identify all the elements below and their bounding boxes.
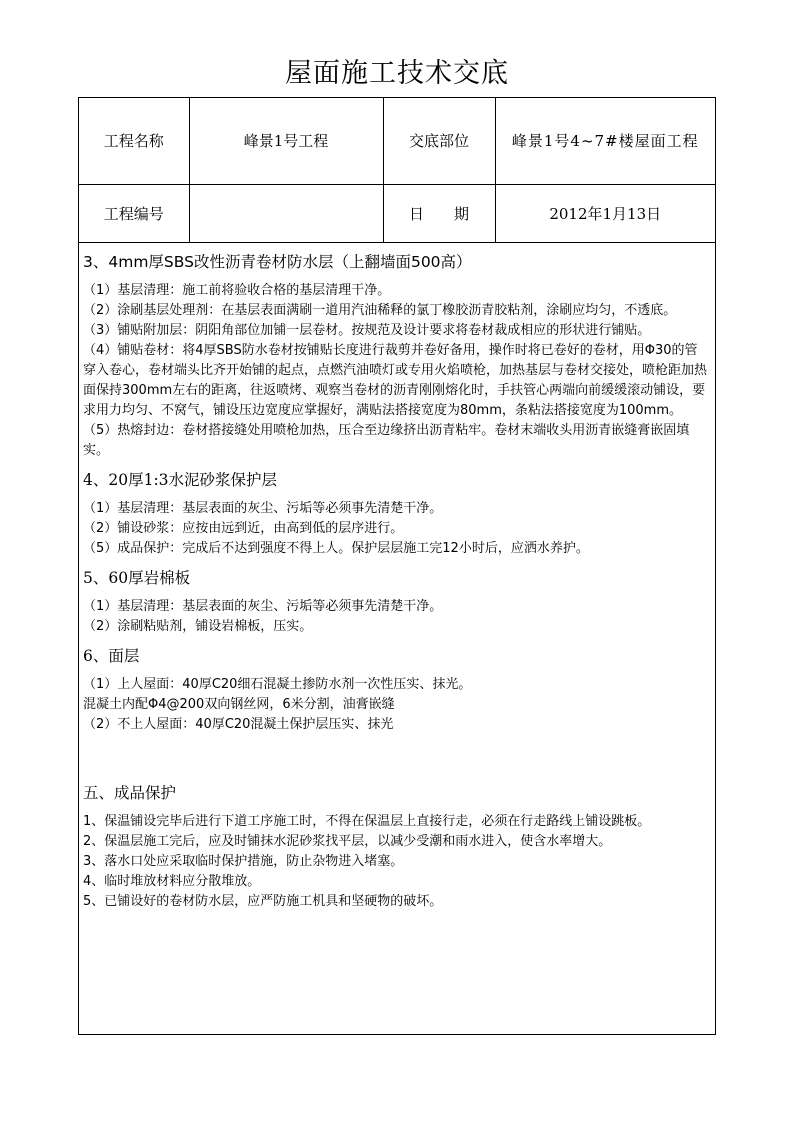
section-heading: 5、60厚岩棉板 <box>83 569 191 587</box>
project-no-label: 工程编号 <box>79 184 189 242</box>
paragraph: （2）涂刷基层处理剂：在基层表面满刷一道用汽油稀释的氯丁橡胶沥青胶粘剂，涂刷应均匀，不透底。 <box>83 303 677 318</box>
paragraph: 混凝土内配Φ4@200双向钢丝网，6米分割，油膏嵌缝 <box>83 697 395 712</box>
paragraph: 2、保温层施工完后，应及时铺抹水泥砂浆找平层，以减少受潮和雨水进入，使含水率增大。 <box>83 834 612 849</box>
paragraph: （1）基层清理：基层表面的灰尘、污垢等必须事先清楚干净。 <box>83 599 443 614</box>
project-no-value <box>189 184 383 242</box>
disclosure-form <box>78 97 716 1035</box>
section-heading: 6、面层 <box>83 647 140 665</box>
disclosure-content <box>83 250 709 912</box>
date-value: 2012年1月13日 <box>495 184 715 242</box>
paragraph: （1）上人屋面：40厚C20细石混凝土掺防水剂一次性压实、抹光。 <box>83 677 472 692</box>
section-heading: 五、成品保护 <box>83 784 177 802</box>
paragraph: 4、临时堆放材料应分散堆放。 <box>83 874 261 889</box>
paragraph: 5、已铺设好的卷材防水层，应严防施工机具和坚硬物的破坏。 <box>83 894 443 909</box>
paragraph: 1、保温铺设完毕后进行下道工序施工时，不得在保温层上直接行走，必须在行走路线上铺设跳板。 <box>83 814 651 829</box>
paragraph: （4）铺贴卷材：将4厚SBS防水卷材按铺贴长度进行裁剪并卷好备用，操作时将已卷好的卷材，用Φ30的管穿入卷心，卷材端头比齐开始铺的起点，点燃汽油喷灯或专用火焰喷枪，加热基层与卷材交接处，喷枪距加热面保持300mm左右的距离，往返喷烤、观察当卷材的沥青刚刚熔化时，手扶管心两端向前缓缓滚动铺设，要求用力均匀、不窝气，铺设压边宽度应掌握好，满贴法搭接宽度为80mm，条粘法搭接宽度为100mm。 <box>83 343 708 418</box>
paragraph: （2）不上人屋面：40厚C20混凝土保护层压实、抹光 <box>83 717 394 732</box>
paragraph: （5）热熔封边：卷材搭接缝处用喷枪加热，压合至边缘挤出沥青粘牢。卷材末端收头用沥青嵌缝膏嵌固填实。 <box>83 423 690 458</box>
paragraph: （5）成品保护：完成后不达到强度不得上人。保护层层施工完12小时后，应洒水养护。 <box>83 541 589 556</box>
section-heading: 4、20厚1:3水泥砂浆保护层 <box>83 471 278 489</box>
paragraph: （1）基层清理：基层表面的灰尘、污垢等必须事先清楚干净。 <box>83 501 443 516</box>
project-name-label: 工程名称 <box>79 98 189 184</box>
paragraph: （2）涂刷粘贴剂，铺设岩棉板，压实。 <box>83 619 313 634</box>
header-table <box>79 98 715 243</box>
paragraph: 3、落水口处应采取临时保护措施，防止杂物进入堵塞。 <box>83 854 404 869</box>
date-label: 日 期 <box>383 184 495 242</box>
document-title: 屋面施工技术交底 <box>285 58 509 89</box>
paragraph: （3）铺贴附加层：阴阳角部位加铺一层卷材。按规范及设计要求将卷材裁成相应的形状进行铺贴。 <box>83 323 651 338</box>
project-name-value: 峰景1号工程 <box>189 98 383 184</box>
location-value: 峰景1号4~7#楼屋面工程 <box>495 98 715 184</box>
paragraph: （2）铺设砂浆：应按由远到近，由高到低的层序进行。 <box>83 521 404 536</box>
location-label: 交底部位 <box>383 98 495 184</box>
section-heading: 3、4mm厚SBS改性沥青卷材防水层（上翻墙面500高） <box>83 253 472 271</box>
paragraph: （1）基层清理：施工前将验收合格的基层清理干净。 <box>83 283 391 298</box>
